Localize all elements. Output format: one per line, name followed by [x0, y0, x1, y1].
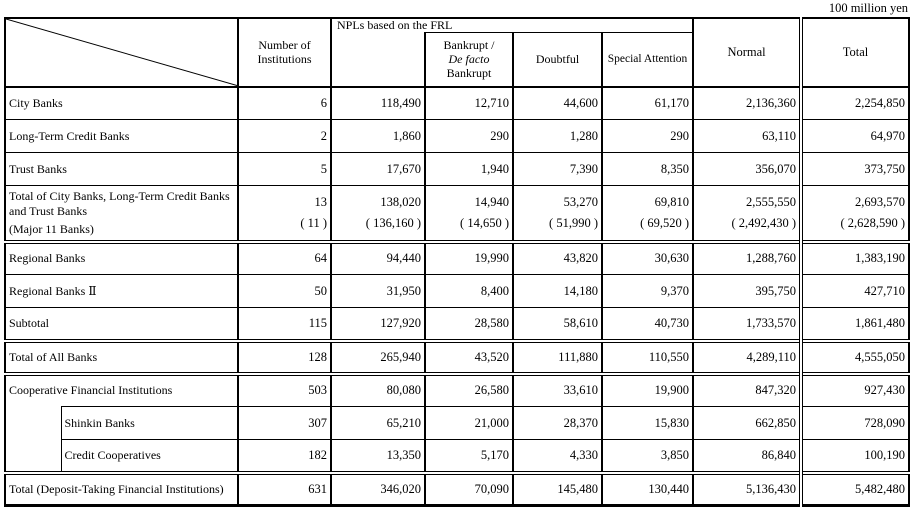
- row-label: Trust Banks: [5, 153, 238, 186]
- cell-total: 728,090: [801, 407, 909, 440]
- cell-normal: 4,289,110: [693, 341, 801, 374]
- col-header-bankrupt: [425, 33, 513, 87]
- cell-doubtful: 145,480: [513, 473, 602, 506]
- cell-bankrupt: 290: [425, 120, 513, 153]
- row-label: Long-Term Credit Banks: [5, 120, 238, 153]
- table-row-shinkin-banks: [5, 407, 909, 440]
- row-label: Subtotal: [5, 308, 238, 341]
- col-header-npl-group: NPLs based on the FRL: [331, 18, 693, 33]
- row-label: Total of All Banks: [5, 341, 238, 374]
- row-indent-spacer: [5, 407, 61, 473]
- cell-special-attention: 61,170: [602, 87, 693, 120]
- cell-npl-frl: 94,440: [331, 242, 425, 275]
- table-row-total-all-banks: [5, 341, 909, 374]
- table-row-trust-banks: [5, 153, 909, 186]
- cell-npl-frl: 31,950: [331, 275, 425, 308]
- cell-doubtful: 44,600: [513, 87, 602, 120]
- cell-total: 1,861,480: [801, 308, 909, 341]
- cell-special-attention: 19,900: [602, 374, 693, 407]
- cell-special-attention: 3,850: [602, 440, 693, 473]
- cell-normal: 2,136,360: [693, 87, 801, 120]
- cell-doubtful: 33,610: [513, 374, 602, 407]
- col-header-npl-frl-empty: [331, 33, 425, 87]
- table-row-regional-banks-2: [5, 275, 909, 308]
- row-label: Shinkin Banks: [61, 407, 238, 440]
- cell-special-attention: 15,830: [602, 407, 693, 440]
- cell-total: 1,383,190: [801, 242, 909, 275]
- cell-doubtful: 14,180: [513, 275, 602, 308]
- table-row-regional-banks: [5, 242, 909, 275]
- col-header-normal: Normal: [693, 18, 801, 87]
- cell-total: 64,970: [801, 120, 909, 153]
- cell-normal: 2,555,550 ( 2,492,430 ): [693, 186, 801, 242]
- cell-special-attention: 110,550: [602, 341, 693, 374]
- cell-special-attention: 8,350: [602, 153, 693, 186]
- cell-npl-frl: 346,020: [331, 473, 425, 506]
- cell-doubtful: 28,370: [513, 407, 602, 440]
- cell-special-attention: 290: [602, 120, 693, 153]
- cell-doubtful: 1,280: [513, 120, 602, 153]
- row-label: Cooperative Financial Institutions: [5, 374, 238, 407]
- row-label: [5, 186, 238, 242]
- cell-special-attention: 40,730: [602, 308, 693, 341]
- cell-doubtful: 7,390: [513, 153, 602, 186]
- table-row-total-deposit-taking: [5, 473, 909, 506]
- col-header-total: Total: [801, 18, 909, 87]
- cell-doubtful: 43,820: [513, 242, 602, 275]
- table-row-credit-cooperatives: [5, 440, 909, 473]
- row-label: City Banks: [5, 87, 238, 120]
- cell-npl-frl: 118,490: [331, 87, 425, 120]
- cell-npl-frl: 127,920: [331, 308, 425, 341]
- unit-note: 100 million yen: [828, 1, 908, 15]
- cell-total: 2,693,570 ( 2,628,590 ): [801, 186, 909, 242]
- diagonal-line: [6, 19, 237, 86]
- cell-bankrupt: 12,710: [425, 87, 513, 120]
- table-row-subtotal: [5, 308, 909, 341]
- bankrupt-label-line3: Bankrupt: [446, 66, 492, 81]
- cell-bankrupt: 5,170: [425, 440, 513, 473]
- cell-total: 927,430: [801, 374, 909, 407]
- cell-bankrupt: 70,090: [425, 473, 513, 506]
- table-row-long-term-credit-banks: [5, 120, 909, 153]
- cell-institutions: 13 ( 11 ): [238, 186, 331, 242]
- cell-npl-frl: 1,860: [331, 120, 425, 153]
- bankrupt-label-line2: De facto: [448, 52, 490, 67]
- cell-npl-frl: 17,670: [331, 153, 425, 186]
- cell-special-attention: 69,810 ( 69,520 ): [602, 186, 693, 242]
- cell-bankrupt: 8,400: [425, 275, 513, 308]
- cell-bankrupt: 43,520: [425, 341, 513, 374]
- cell-total: 373,750: [801, 153, 909, 186]
- cell-total: 100,190: [801, 440, 909, 473]
- cell-doubtful: 58,610: [513, 308, 602, 341]
- cell-bankrupt: 19,990: [425, 242, 513, 275]
- col-header-number-of-institutions: Number of Institutions: [238, 18, 331, 87]
- cell-bankrupt: 28,580: [425, 308, 513, 341]
- row-label: Regional Banks: [5, 242, 238, 275]
- cell-normal: 86,840: [693, 440, 801, 473]
- cell-npl-frl: 13,350: [331, 440, 425, 473]
- row-label: Total (Deposit-Taking Financial Institutions): [5, 473, 238, 506]
- col-header-doubtful: Doubtful: [513, 33, 602, 87]
- cell-institutions: 5: [238, 153, 331, 186]
- cell-bankrupt: 21,000: [425, 407, 513, 440]
- table-row-cooperative-financial-institutions: [5, 374, 909, 407]
- header-row-group: [5, 18, 909, 33]
- cell-normal: 1,288,760: [693, 242, 801, 275]
- row-label-line2: (Major 11 Banks): [9, 221, 94, 236]
- cell-normal: 662,850: [693, 407, 801, 440]
- cell-total: 427,710: [801, 275, 909, 308]
- cell-institutions: 6: [238, 87, 331, 120]
- cell-npl-frl: 65,210: [331, 407, 425, 440]
- cell-bankrupt: 1,940: [425, 153, 513, 186]
- cell-normal: 63,110: [693, 120, 801, 153]
- cell-normal: 5,136,430: [693, 473, 801, 506]
- npl-frl-table: [4, 17, 910, 507]
- diagonal-header-cell: [5, 18, 238, 87]
- cell-bankrupt: 14,940 ( 14,650 ): [425, 186, 513, 242]
- cell-doubtful: 111,880: [513, 341, 602, 374]
- cell-special-attention: 9,370: [602, 275, 693, 308]
- cell-bankrupt: 26,580: [425, 374, 513, 407]
- cell-npl-frl: 138,020 ( 136,160 ): [331, 186, 425, 242]
- cell-normal: 356,070: [693, 153, 801, 186]
- cell-doubtful: 4,330: [513, 440, 602, 473]
- cell-normal: 1,733,570: [693, 308, 801, 341]
- row-label: Credit Cooperatives: [61, 440, 238, 473]
- cell-institutions: 182: [238, 440, 331, 473]
- cell-normal: 395,750: [693, 275, 801, 308]
- cell-institutions: 631: [238, 473, 331, 506]
- cell-institutions: 503: [238, 374, 331, 407]
- cell-institutions: 2: [238, 120, 331, 153]
- cell-npl-frl: 265,940: [331, 341, 425, 374]
- table-row-major-11-banks-total: [5, 186, 909, 242]
- col-header-special-attention: Special Attention: [602, 33, 693, 87]
- cell-total: 2,254,850: [801, 87, 909, 120]
- bankrupt-label-line1: Bankrupt /: [443, 38, 495, 53]
- cell-normal: 847,320: [693, 374, 801, 407]
- row-label: Regional Banks Ⅱ: [5, 275, 238, 308]
- cell-npl-frl: 80,080: [331, 374, 425, 407]
- row-label-line1: Total of City Banks, Long-Term Credit Banks and Trust Banks: [9, 188, 230, 218]
- cell-institutions: 307: [238, 407, 331, 440]
- table-row-city-banks: [5, 87, 909, 120]
- cell-special-attention: 130,440: [602, 473, 693, 506]
- cell-institutions: 115: [238, 308, 331, 341]
- cell-doubtful: 53,270 ( 51,990 ): [513, 186, 602, 242]
- cell-total: 5,482,480: [801, 473, 909, 506]
- cell-institutions: 64: [238, 242, 331, 275]
- cell-total: 4,555,050: [801, 341, 909, 374]
- cell-institutions: 50: [238, 275, 331, 308]
- cell-special-attention: 30,630: [602, 242, 693, 275]
- cell-institutions: 128: [238, 341, 331, 374]
